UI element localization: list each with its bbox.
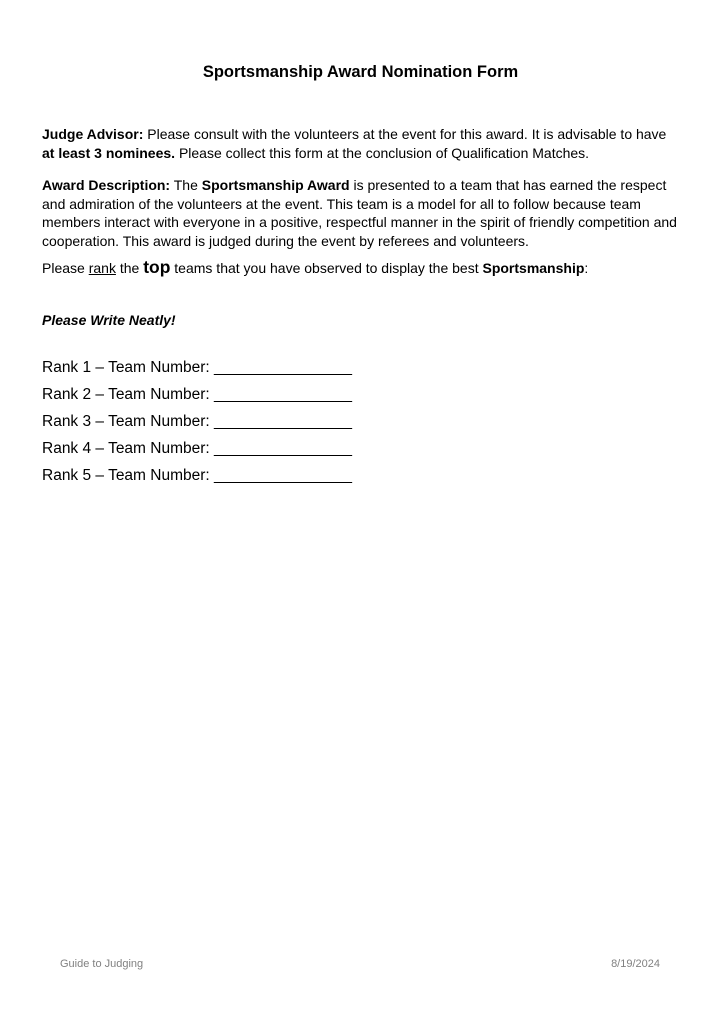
rank-row-2 xyxy=(42,381,679,408)
write-neatly-note: Please Write Neatly! xyxy=(42,311,176,328)
rank-5-label: Rank 5 – Team Number: xyxy=(42,467,210,485)
award-description-bold-1: Sportsmanship Award xyxy=(201,177,350,193)
rank-1-blank-line: ________________ xyxy=(214,358,352,376)
rank-instruction-text-1: Please xyxy=(42,260,89,276)
judge-advisor-bold-1: at least 3 nominees. xyxy=(42,144,176,161)
judge-advisor-text-2: Please collect this form at the conclusion of Qualification Matches. xyxy=(175,144,590,161)
judge-advisor-text-1: Please consult with the volunteers at the event for this award. It is advisable to have xyxy=(143,126,667,142)
rank-fields-list xyxy=(42,354,679,490)
rank-2-label: Rank 2 – Team Number: xyxy=(42,385,210,403)
rank-row-3 xyxy=(42,408,679,435)
footer-date: 8/19/2024 xyxy=(611,958,660,970)
judge-advisor-paragraph xyxy=(42,125,679,162)
rank-1-label: Rank 1 – Team Number: xyxy=(42,358,210,376)
rank-instruction-bold-top: top xyxy=(143,257,171,277)
rank-instruction-text-2: the xyxy=(115,260,144,276)
judge-advisor-label: Judge Advisor: xyxy=(42,126,144,142)
rank-4-label: Rank 4 – Team Number: xyxy=(42,440,210,458)
rank-instruction-underlined-rank: rank xyxy=(88,260,116,276)
rank-instruction-text-4: : xyxy=(584,260,589,276)
rank-row-1 xyxy=(42,354,679,381)
rank-row-4 xyxy=(42,435,679,462)
award-description-text-2: is presented to a team that has earned the respect and admiration of the volunteers at the event. This team is a model for all to follow because team members interact with everyone in a positive, respectful manner in the spirit of friendly competition and cooperation. This award is judged during the event by referees and volunteers. xyxy=(42,177,677,249)
rank-instruction-line xyxy=(42,259,679,278)
award-description-label: Award Description: xyxy=(42,177,171,193)
rank-3-blank-line: ________________ xyxy=(214,412,352,430)
rank-3-label: Rank 3 – Team Number: xyxy=(42,412,210,430)
rank-4-blank-line: ________________ xyxy=(214,440,352,458)
page-footer xyxy=(60,958,660,971)
document-page xyxy=(0,62,721,490)
footer-document-name: Guide to Judging xyxy=(60,958,144,970)
award-description-paragraph xyxy=(42,176,679,250)
document-title: Sportsmanship Award Nomination Form xyxy=(202,63,519,81)
rank-instruction-text-3: teams that you have observed to display the best xyxy=(170,260,483,276)
award-description-text-1: The xyxy=(170,177,202,193)
rank-5-blank-line: ________________ xyxy=(214,467,352,485)
rank-instruction-bold-sportsmanship: Sportsmanship xyxy=(482,260,585,276)
rank-2-blank-line: ________________ xyxy=(214,385,352,403)
rank-row-5 xyxy=(42,462,679,489)
